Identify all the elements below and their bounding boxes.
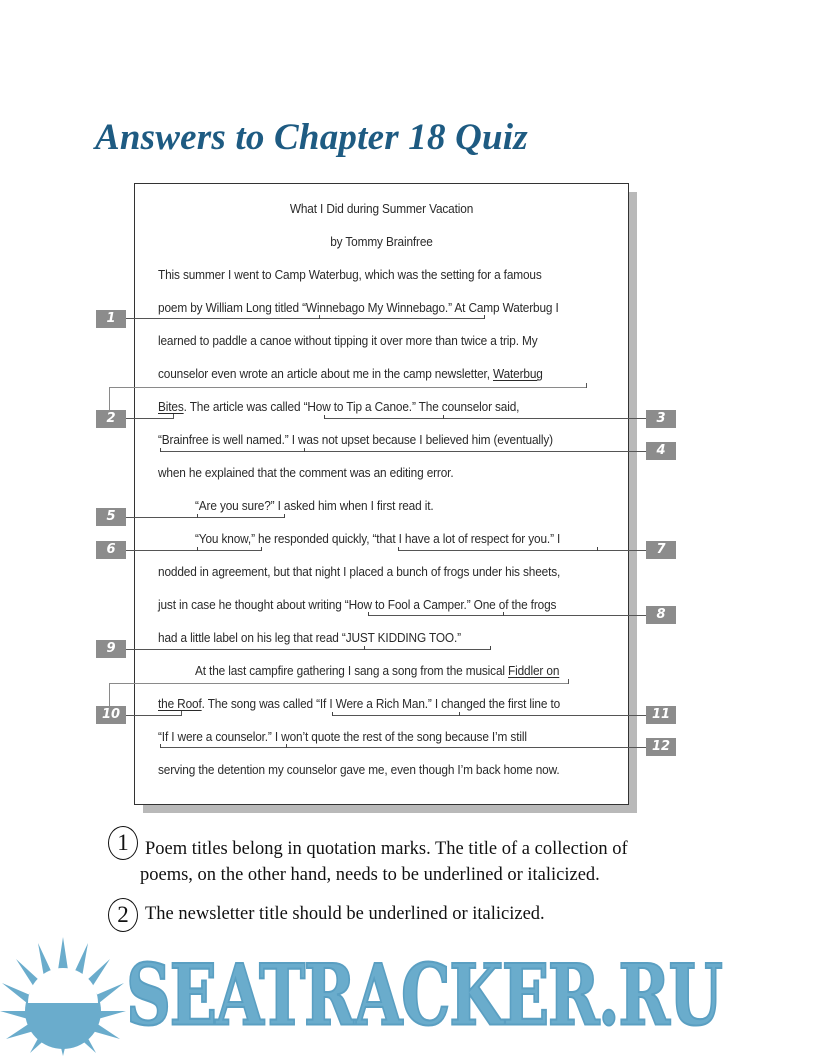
essay-line-1: This summer I went to Camp Waterbug, which was the setting for a famous	[158, 268, 542, 282]
answer-text-line: Poem titles belong in quotation marks. The title of a collection of	[145, 839, 628, 859]
bracket-tick	[197, 547, 198, 551]
sun-icon	[0, 935, 126, 1056]
leader-line-1	[125, 318, 485, 319]
leader-line-8	[368, 615, 646, 616]
callout-5: 5	[96, 508, 126, 526]
watermark	[0, 935, 816, 1056]
callout-10: 10	[96, 706, 126, 724]
bracket-tick	[284, 514, 285, 518]
bracket-tick	[443, 415, 444, 419]
bracket-tick	[586, 383, 587, 388]
leader-line-10b	[109, 683, 110, 706]
essay-line-5	[158, 400, 519, 414]
musical-title-part1: Fiddler on	[508, 664, 560, 678]
bracket-tick	[261, 547, 262, 551]
leader-line-10c	[125, 715, 181, 716]
bracket-tick	[568, 679, 569, 684]
callout-4: 4	[646, 442, 676, 460]
bracket-tick	[173, 414, 174, 419]
leader-line-10a	[109, 683, 568, 684]
essay-line-15: “If I were a counselor.” I won’t quote the rest of the song because I’m still	[158, 730, 527, 744]
bracket-tick	[490, 646, 491, 650]
essay-line-16: serving the detention my counselor gave me, even though I’m back home now.	[158, 763, 560, 777]
leader-line-5	[125, 517, 285, 518]
callout-12: 12	[646, 738, 676, 756]
essay-line-4	[158, 367, 543, 381]
bracket-tick	[197, 514, 198, 518]
essay-line-12: had a little label on his leg that read “JUST KIDDING TOO.”	[158, 631, 461, 645]
leader-line-11	[332, 715, 646, 716]
text-span: . The article was called “How to Tip a Canoe.” The counselor said,	[183, 400, 520, 414]
bracket-tick	[160, 448, 161, 452]
essay-line-7: when he explained that the comment was an editing error.	[158, 466, 454, 480]
essay-line-9: “You know,” he responded quickly, “that I have a lot of respect for you.” I	[195, 532, 561, 546]
callout-6: 6	[96, 541, 126, 559]
essay-line-10: nodded in agreement, but that night I placed a bunch of frogs under his sheets,	[158, 565, 561, 579]
answer-number-circle: 2	[108, 898, 138, 932]
leader-line-6	[125, 550, 262, 551]
text-span: counselor even wrote an article about me in the camp newsletter,	[158, 367, 493, 381]
essay-line-6: “Brainfree is well named.” I was not upset because I believed him (eventually)	[158, 433, 553, 447]
callout-3: 3	[646, 410, 676, 428]
essay-line-11: just in case he thought about writing “How to Fool a Camper.” One of the frogs	[158, 598, 557, 612]
bracket-tick	[398, 547, 399, 551]
page-title: Answers to Chapter 18 Quiz	[95, 117, 528, 158]
text-span: poem by William Long titled	[158, 301, 303, 315]
text-span: At Camp Waterbug I	[451, 301, 559, 315]
bracket-tick	[324, 415, 325, 419]
essay-line-2	[158, 301, 559, 315]
answer-number-circle: 1	[108, 826, 138, 860]
callout-11: 11	[646, 706, 676, 724]
newsletter-title-part2: Bites	[158, 400, 184, 414]
callout-2: 2	[96, 410, 126, 428]
leader-line-9	[125, 649, 491, 650]
essay-title: What I Did during Summer Vacation	[289, 202, 474, 216]
essay-line-13	[195, 664, 559, 678]
essay-line-8: “Are you sure?” I asked him when I first read it.	[195, 499, 434, 513]
leader-line-7	[398, 550, 646, 551]
leader-line-2b	[109, 387, 110, 410]
musical-title-part2: the Roof	[158, 697, 202, 711]
bracket-tick	[459, 712, 460, 716]
text-span: At the last campfire gathering I sang a song from the musical	[195, 664, 509, 678]
essay-line-3: learned to paddle a canoe without tipping it over more than twice a trip. My	[158, 334, 538, 348]
bracket-tick	[286, 744, 287, 748]
essay-line-14	[158, 697, 560, 711]
answer-text-line: poems, on the other hand, needs to be underlined or italicized.	[140, 865, 600, 885]
leader-line-12	[160, 747, 646, 748]
callout-7: 7	[646, 541, 676, 559]
callout-9: 9	[96, 640, 126, 658]
newsletter-title-part1: Waterbug	[492, 367, 543, 381]
answer-text	[140, 836, 628, 888]
bracket-tick	[597, 547, 598, 551]
bracket-tick	[368, 612, 369, 616]
watermark-text: SEATRACKER.RU	[126, 945, 722, 1045]
bracket-tick	[304, 448, 305, 452]
bracket-tick	[364, 646, 365, 650]
callout-8: 8	[646, 606, 676, 624]
bracket-tick	[484, 315, 485, 319]
leader-line-2a	[109, 387, 586, 388]
leader-line-3	[324, 418, 646, 419]
bracket-tick	[503, 612, 504, 616]
bracket-tick	[332, 712, 333, 716]
callout-1: 1	[96, 310, 126, 328]
bracket-tick	[181, 711, 182, 716]
leader-line-4	[160, 451, 646, 452]
bracket-tick	[319, 315, 320, 319]
answer-text: The newsletter title should be underlined or italicized.	[145, 904, 545, 924]
poem-title: “Winnebago My Winnebago.”	[302, 301, 452, 315]
bracket-tick	[160, 744, 161, 748]
leader-line-2c	[125, 418, 173, 419]
text-span: . The song was called “If I Were a Rich Man.” I changed the first line to	[201, 697, 561, 711]
essay-byline: by Tommy Brainfree	[330, 235, 433, 249]
